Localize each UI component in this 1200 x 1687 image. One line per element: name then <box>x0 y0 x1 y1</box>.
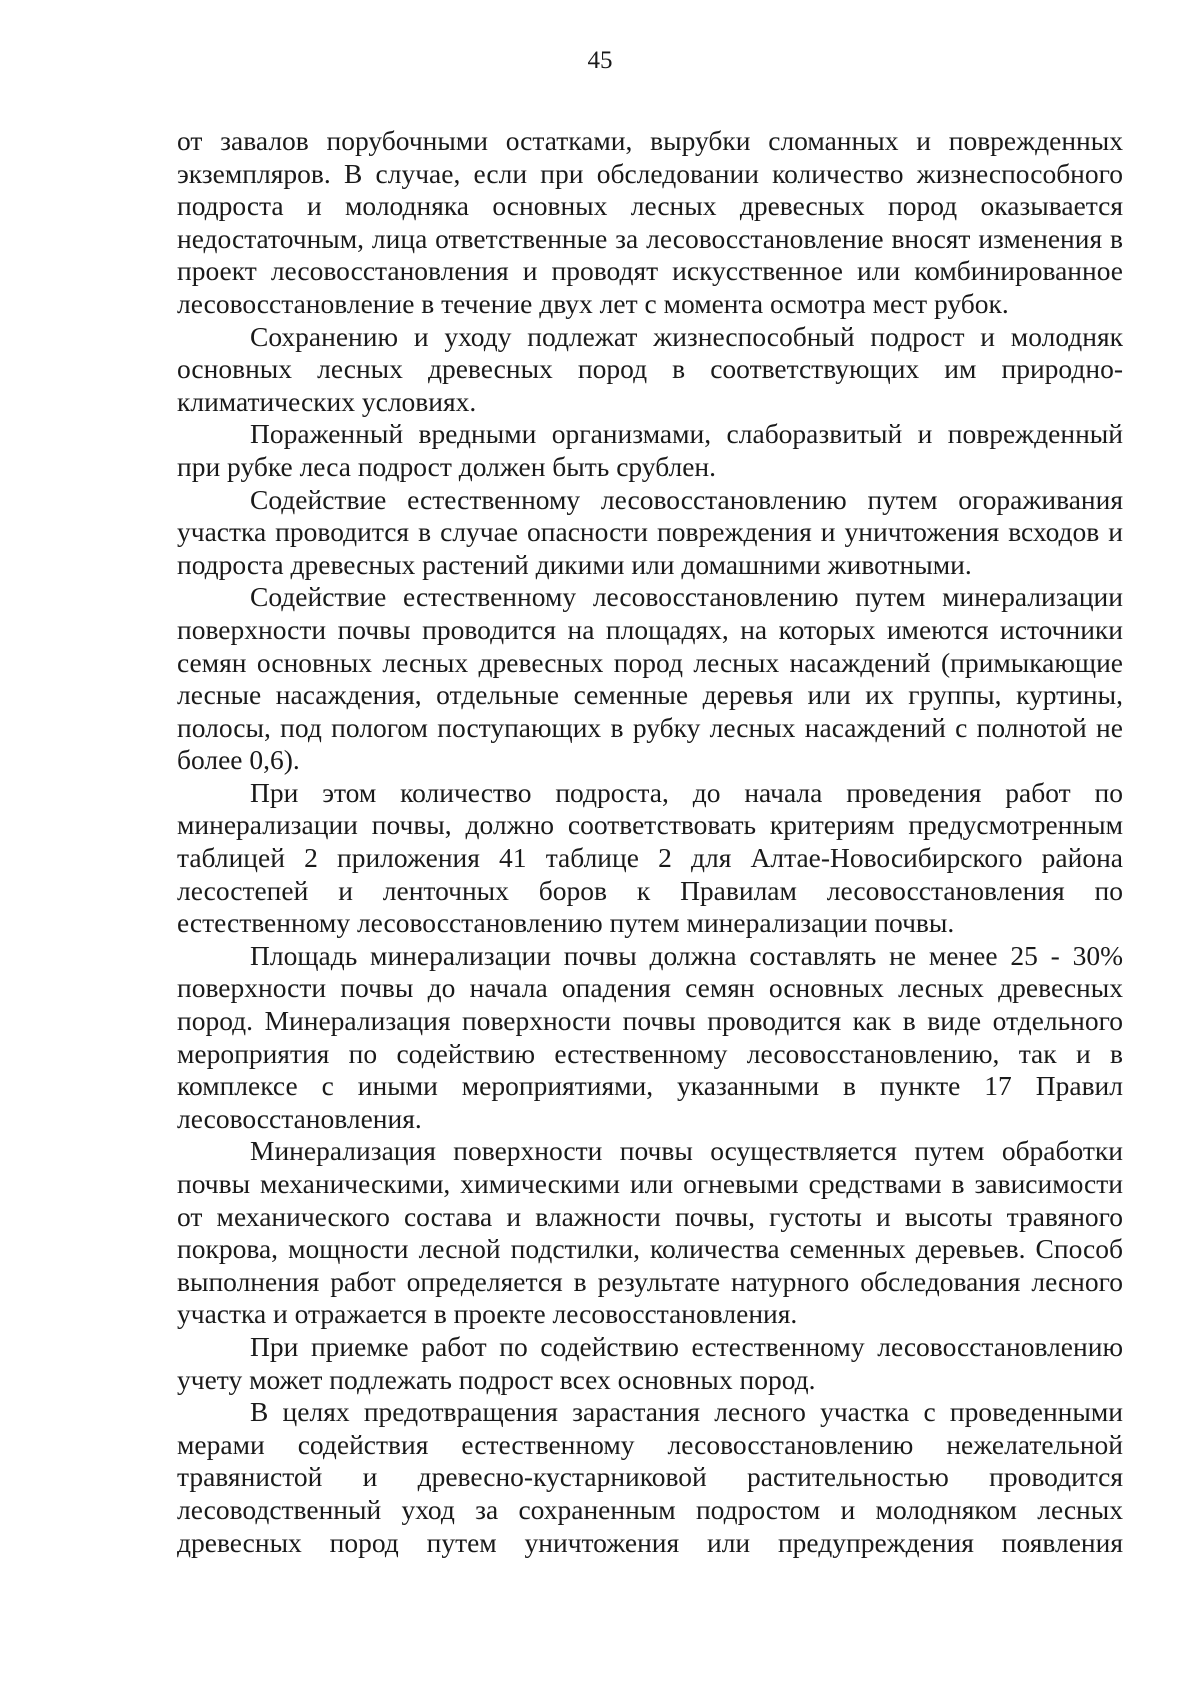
paragraph: от завалов порубочными остатками, вырубки сломанных и поврежденных экземпляров. В случае, если при обследовании количество жизнеспособного подроста и молодняка основных лесных древесных пород оказывается недостаточным, лица ответственные за лесовосстановление вносят изменения в проект лесовосстановления и проводят искусственное или комбинированное лесовосстановление в течение двух лет с момента осмотра мест рубок. <box>177 125 1123 319</box>
paragraph: Площадь минерализации почвы должна составлять не менее 25 - 30% поверхности почвы до начала опадения семян основных лесных древесных пород. Минерализация поверхности почвы проводится как в виде отдельного мероприятия по содействию естественному лесовосстановлению, так и в комплексе с иными мероприятиями, указанными в пункте 17 Правил лесовосстановления. <box>177 939 1123 1134</box>
paragraph: Сохранению и уходу подлежат жизнеспособный подрост и молодняк основных лесных древесных пород в соответствующих им природно-климатических условиях. <box>177 320 1123 417</box>
paragraph: Пораженный вредными организмами, слаборазвитый и поврежденный при рубке леса подрост должен быть срублен. <box>177 418 1123 482</box>
paragraph: При этом количество подроста, до начала проведения работ по минерализации почвы, должно соответствовать критериям предусмотренным таблицей 2 приложения 41 таблице 2 для Алтае-Новосибирского района лесостепей и ленточных боров к Правилам лесовосстановления по естественному лесовосстановлению путем минерализации почвы. <box>177 776 1123 939</box>
page-number: 45 <box>587 47 613 74</box>
paragraph: Содействие естественному лесовосстановлению путем минерализации поверхности почвы проводится на площадях, на которых имеются источники семян основных лесных древесных пород лесных насаждений (примыкающие лесные насаждения, отдельные семенные деревья или их группы, куртины, полосы, под пологом поступающих в рубку лесных насаждений с полнотой не более 0,6). <box>177 581 1123 776</box>
paragraph: Минерализация поверхности почвы осуществляется путем обработки почвы механическими, химическими или огневыми средствами в зависимости от механического состава и влажности почвы, густоты и высоты травяного покрова, мощности лесной подстилки, количества семенных деревьев. Способ выполнения работ определяется в результате натурного обследования лесного участка и отражается в проекте лесовосстановления. <box>177 1135 1123 1330</box>
paragraph: Содействие естественному лесовосстановлению путем огораживания участка проводится в случае опасности повреждения и уничтожения всходов и подроста древесных растений дикими или домашними животными. <box>177 483 1123 580</box>
paragraph: В целях предотвращения зарастания лесного участка с проведенными мерами содействия естественному лесовосстановлению нежелательной травянистой и древесно-кустарниковой растительностью проводится лесоводственный уход за сохраненным подростом и молодняком лесных древесных пород путем уничтожения или предупреждения появления <box>177 1396 1123 1558</box>
document-body <box>177 125 1123 1559</box>
paragraph: При приемке работ по содействию естественному лесовосстановлению учету может подлежать подрост всех основных пород. <box>177 1330 1123 1395</box>
